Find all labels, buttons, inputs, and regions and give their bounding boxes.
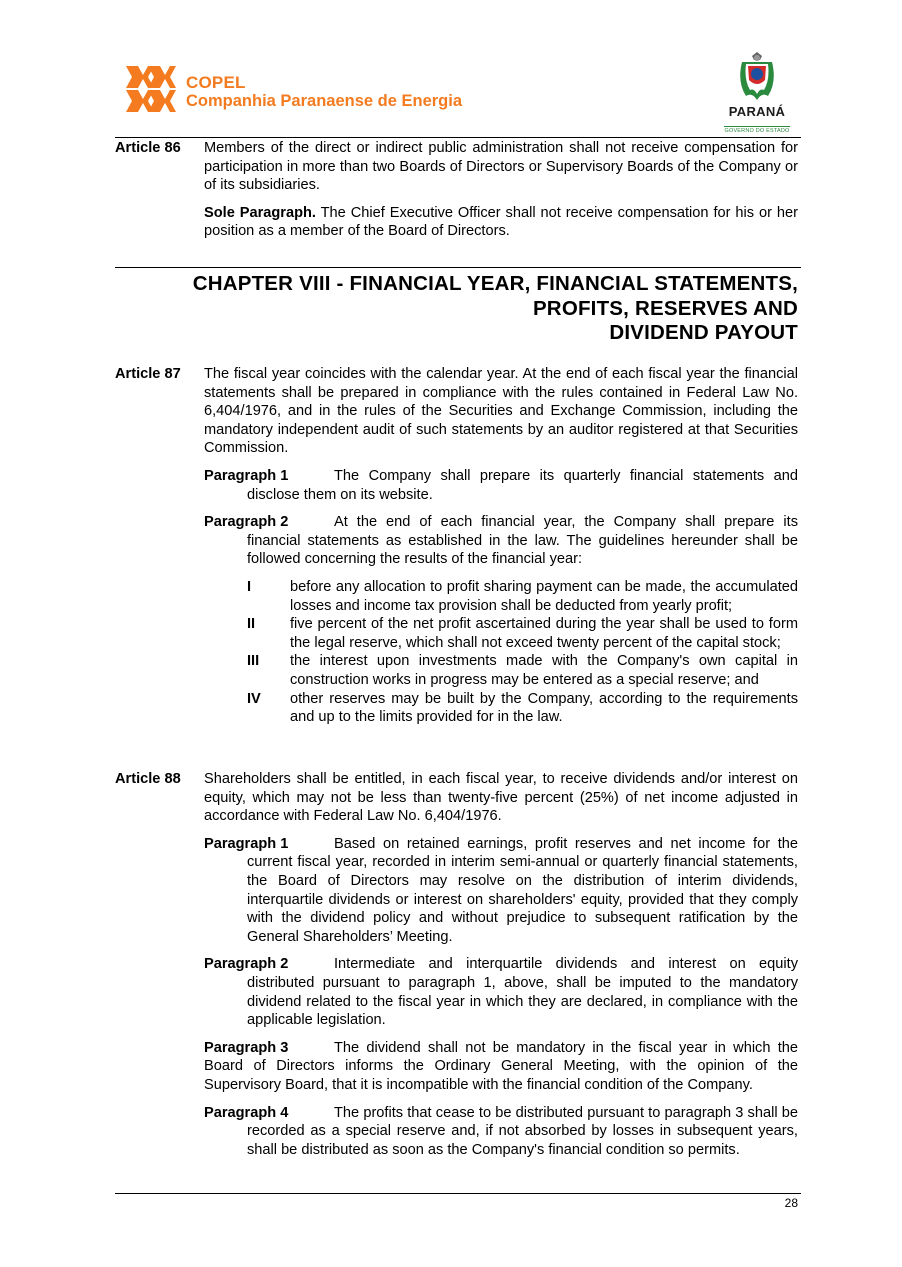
chapter-rule [115,267,801,268]
article-88-text: Shareholders shall be entitled, in each fiscal year, to receive dividends and/or interest on equity, which may not be less than twenty-five percent (25%) of net income adjusted in accordance with Federal Law No. 6,404/1976. [204,771,798,825]
sole-paragraph-label: Sole Paragraph. [204,204,316,221]
paragraph-text: Based on retained earnings, profit reserves and net income for the current fiscal year, recorded in interim semi-annual or quarterly financial statements, the Board of Directors may resolve on the distribution of interim dividends, interquartile dividends or interest on shareholders' equity, provided that they comply with the dividend policy and without prejudice to subsequent ratification by the General Shareholders’ Meeting. [247,835,798,945]
item-text: before any allocation to profit sharing payment can be made, the accumulated losses and income tax provision shall be deducted from yearly profit; [290,578,798,614]
article-88-label: Article 88 [115,771,181,787]
article-86-sole-paragraph [204,204,798,241]
paragraph-label: Paragraph 2 [204,956,289,973]
paragraph-text: The dividend shall not be mandatory in the fiscal year in which the Board of Directors informs the Ordinary General Meeting, with the opinion of the Supervisory Board, that it is incompatible with the financial condition of the Company. [204,1039,798,1093]
paragraph-label: Paragraph 3 [204,1039,289,1056]
paragraph-text: The Company shall prepare its quarterly financial statements and disclose them on its website. [247,467,798,503]
list-item [247,615,798,652]
article-88-paragraph-4 [204,1104,798,1160]
article-86 [115,139,798,241]
article-87 [115,365,798,727]
article-87-text: The fiscal year coincides with the calendar year. At the end of each fiscal year the financial statements shall be prepared in compliance with the rules contained in Federal Law No. 6,404/1976, and in the rules of the Securities and Exchange Commission, including the mandatory independent audit of such statements by an auditor registered at that Securities Commission. [204,366,798,457]
item-text: the interest upon investments made with the Company's own capital in construction works in progress may be entered as a special reserve; and [290,653,798,688]
article-87-items [204,578,798,727]
chapter-heading-line-1: CHAPTER VIII - FINANCIAL YEAR, FINANCIAL STATEMENTS, [192,272,798,295]
paragraph-label: Paragraph 2 [204,514,289,531]
chapter-heading [115,272,798,346]
state-name: PARANÁ [728,104,786,119]
article-87-label: Article 87 [115,366,181,382]
chapter-heading-line-2: PROFITS, RESERVES AND [532,296,798,320]
paragraph-text: At the end of each financial year, the Company shall prepare its financial statements as established in the law. The guidelines hereunder shall be followed concerning the results of the financial year: [247,514,798,568]
list-item [247,578,798,615]
article-87-paragraph-1 [204,467,798,504]
paragraph-label: Paragraph 1 [204,467,289,484]
copel-wordmark [186,73,462,111]
paragraph-text: Intermediate and interquartile dividends and interest on equity distributed pursuant to paragraph 1, above, shall be imputed to the mandatory dividend related to the fiscal year in which they are declared, in compliance with the applicable legislation. [247,956,798,1029]
article-86-text: Members of the direct or indirect public administration shall not receive compensation for participation in more than two Boards of Directors or Supervisory Boards of the Company or of its subsidiaries. [204,140,798,194]
paragraph-text: The profits that cease to be distributed pursuant to paragraph 3 shall be recorded as a special reserve and, if not absorbed by losses in subsequent years, shall be distributed as soon as the Company's financial condition so permits. [247,1104,798,1158]
item-number: IV [247,690,261,707]
paragraph-label: Paragraph 4 [204,1104,289,1121]
sole-paragraph-text: The Chief Executive Officer shall not receive compensation for his or her position as a member of the Board of Directors. [204,204,798,240]
article-87-paragraph-2 [204,513,798,569]
state-subtitle: GOVERNO DO ESTADO [724,128,790,134]
item-number: III [247,653,260,670]
paragraph-label: Paragraph 1 [204,835,289,852]
item-text: five percent of the net profit ascertained during the year shall be used to form the legal reserve, which shall not exceed twenty percent of the capital stock; [290,616,798,651]
article-88-paragraph-3 [204,1039,798,1095]
list-item [247,652,798,689]
article-88 [115,770,798,1159]
parana-logo [722,52,792,137]
article-88-paragraph-1 [204,835,798,947]
parana-crest-icon [732,52,782,104]
article-86-label: Article 86 [115,140,181,156]
header-rule [115,137,801,138]
company-full-name: Companhia Paranaense de Energia [186,92,463,110]
item-number: I [247,578,252,595]
chapter-heading-line-3: DIVIDEND PAYOUT [609,321,798,344]
company-short-name: COPEL [186,73,246,92]
list-item [247,690,798,727]
page-number: 28 [784,1196,798,1210]
footer-rule [115,1193,801,1194]
article-88-paragraph-2 [204,955,798,1029]
item-number: II [247,616,256,633]
item-text: other reserves may be built by the Company, according to the requirements and up to the limits provided for in the law. [290,690,798,726]
copel-logo-icon [126,66,176,112]
